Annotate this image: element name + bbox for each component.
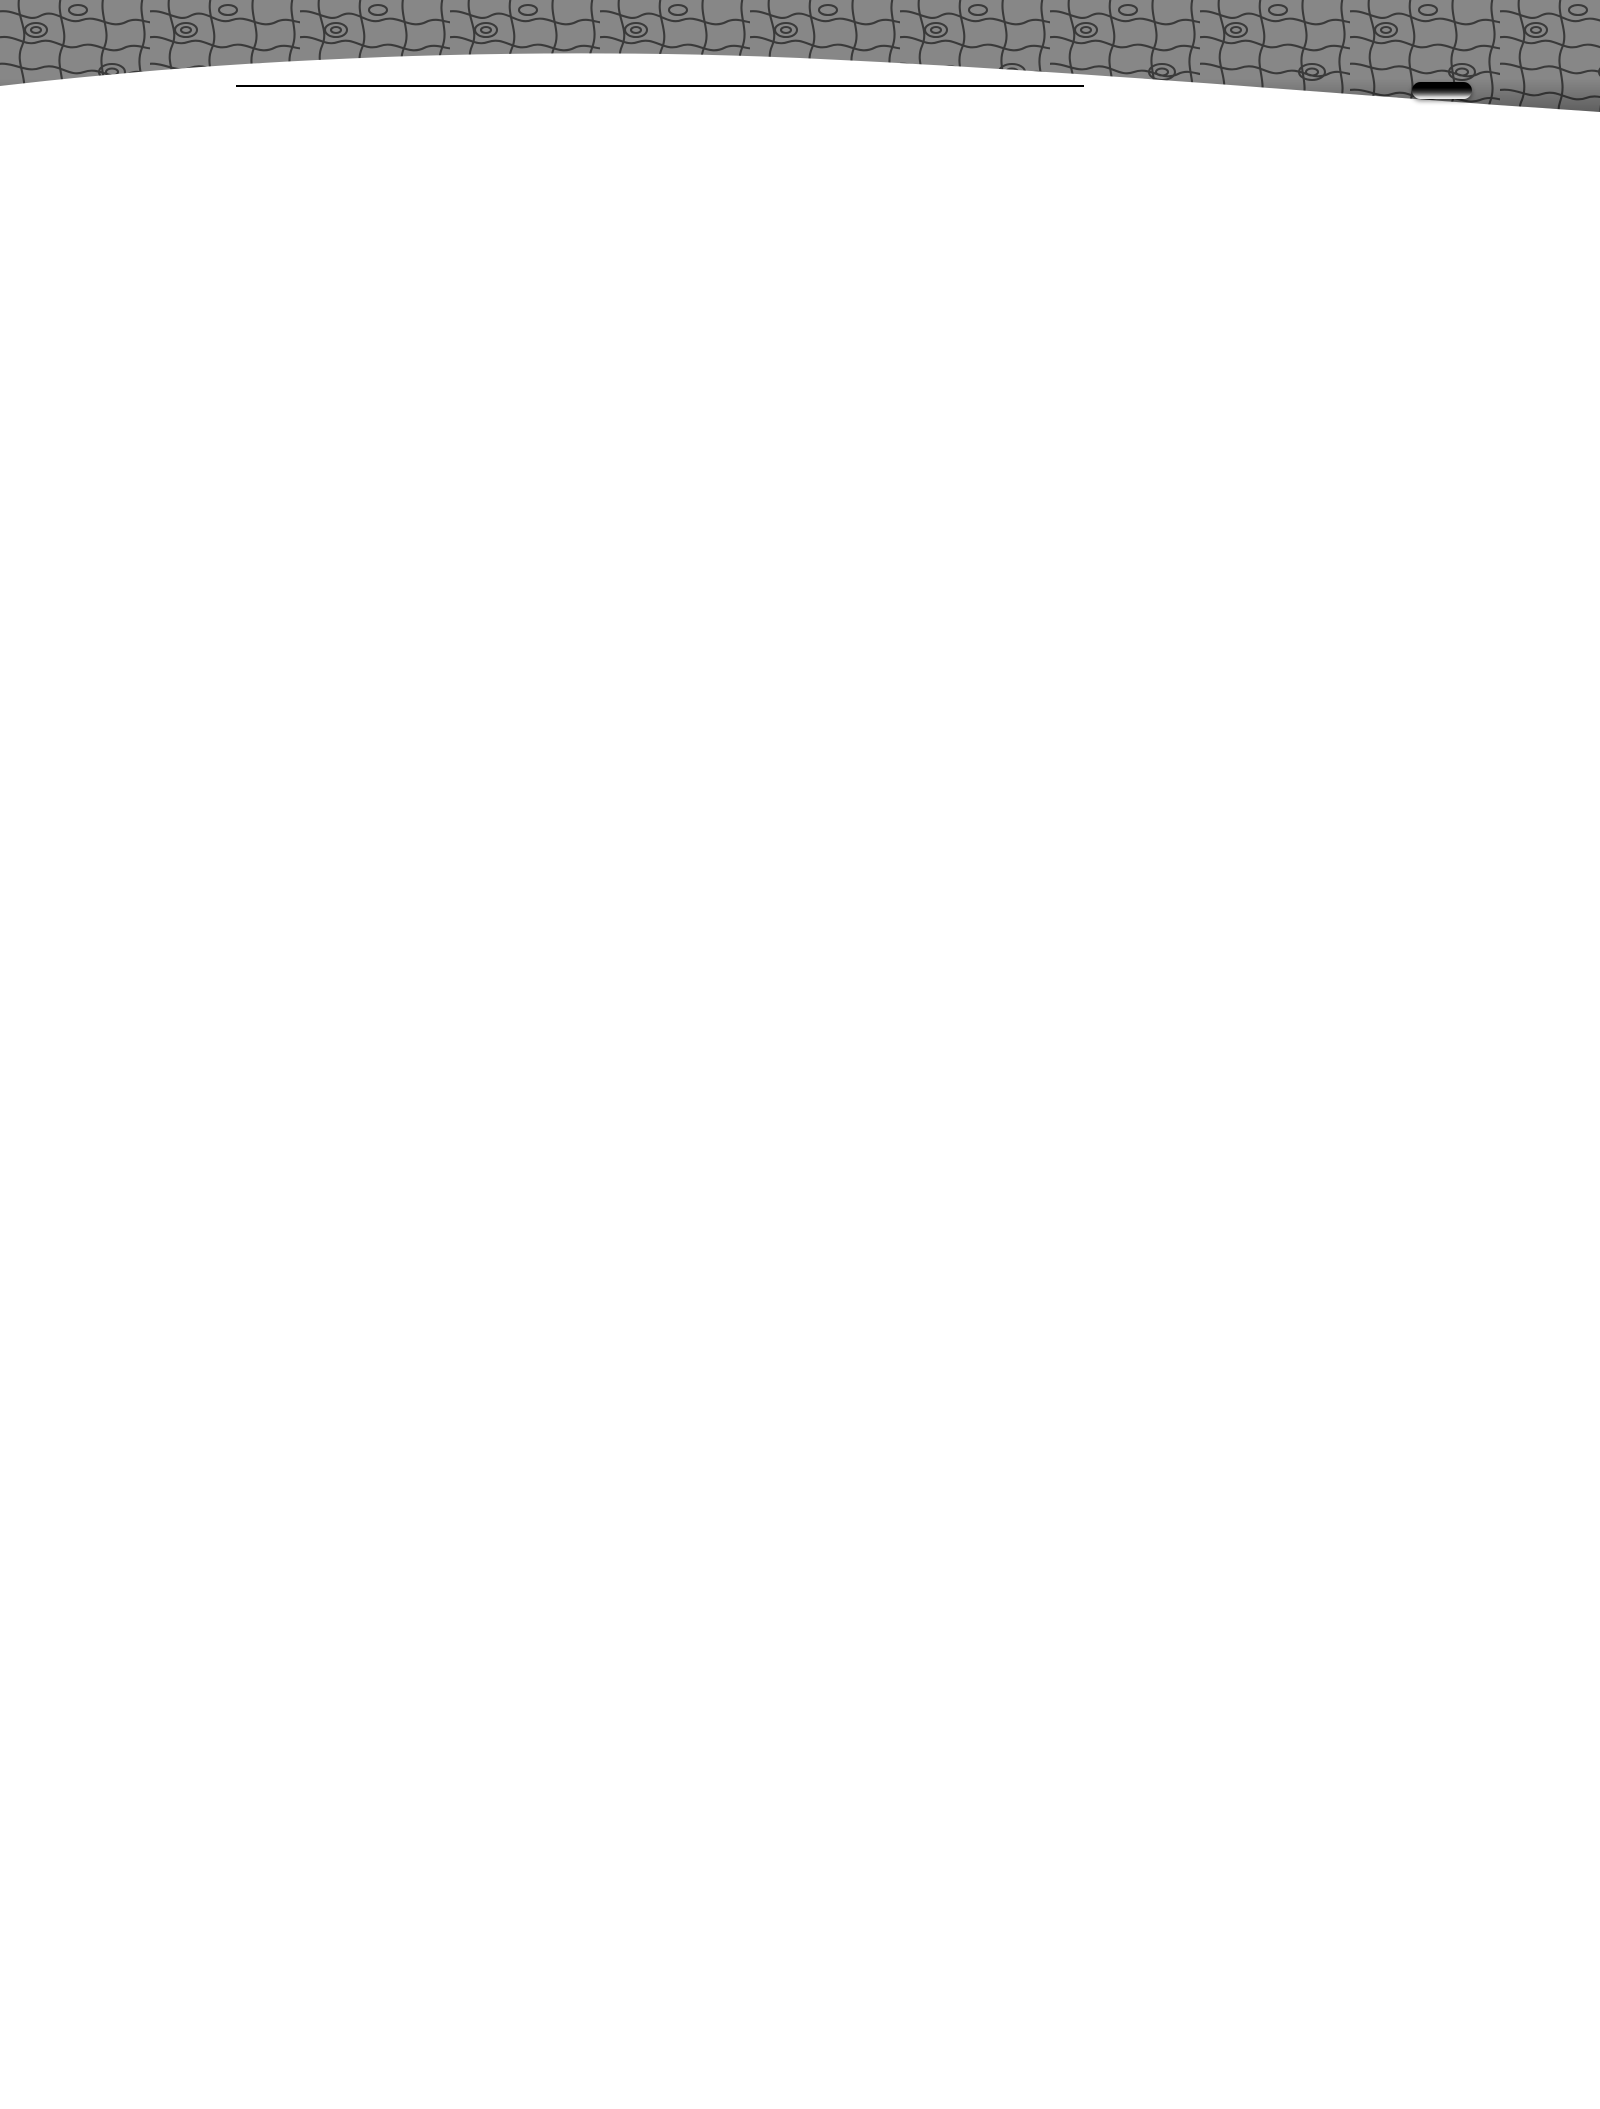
page-footer xyxy=(224,2018,1472,2051)
copyright-sidebar xyxy=(70,1501,92,1801)
footer-right-group xyxy=(1457,2018,1471,2051)
name-input-rule[interactable] xyxy=(236,85,1084,87)
lesson-tab-pill xyxy=(1412,82,1472,99)
name-row xyxy=(224,88,1084,128)
